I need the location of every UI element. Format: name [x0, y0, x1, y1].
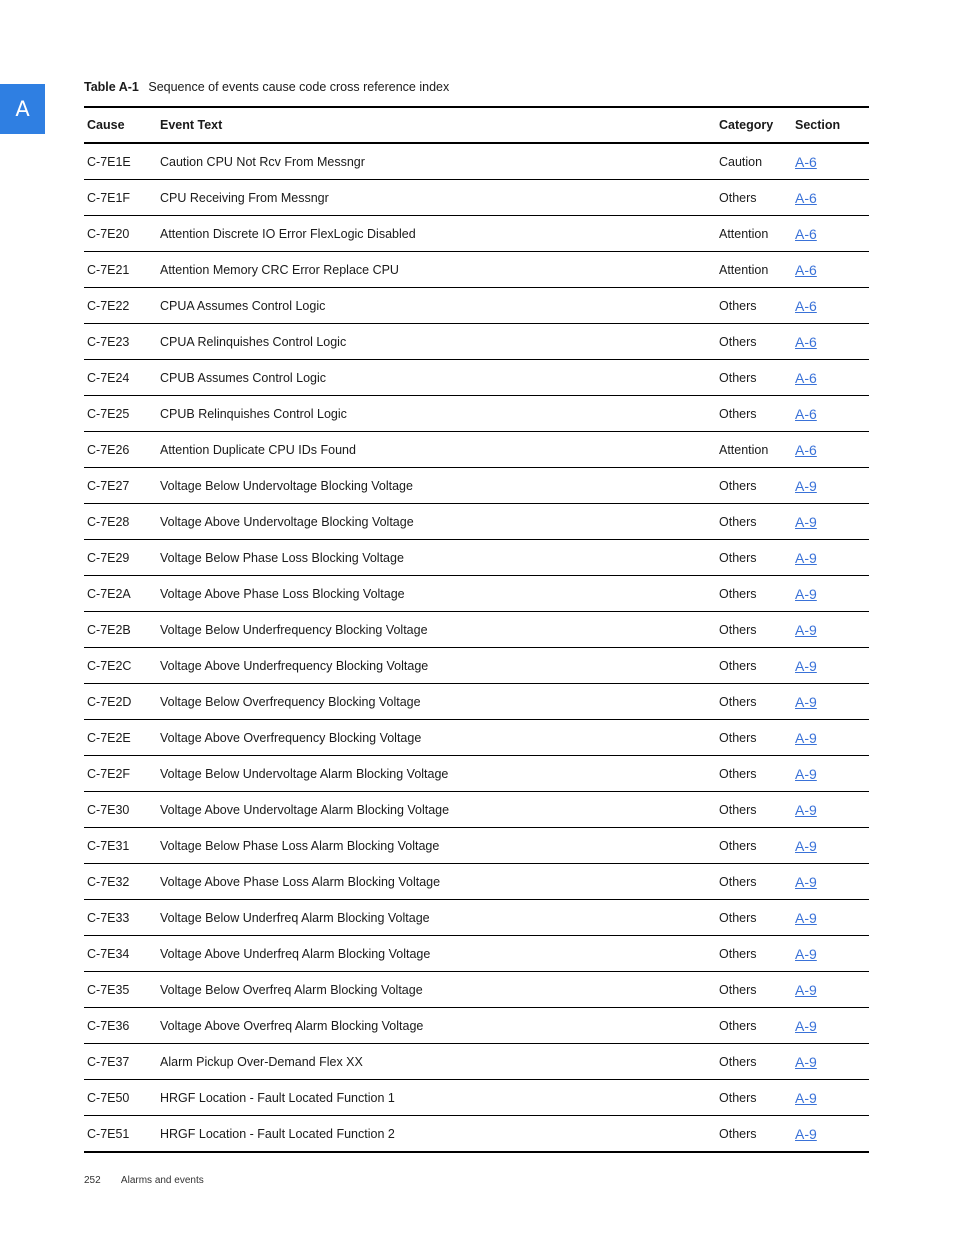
cell-category: Others: [719, 1018, 757, 1033]
table-row: [84, 576, 869, 612]
cell-category: Others: [719, 730, 757, 745]
table-row: [84, 648, 869, 684]
cell-cause: C-7E34: [87, 946, 130, 961]
table-row: [84, 540, 869, 576]
header-section: Section: [795, 118, 841, 132]
section-link[interactable]: A-9: [795, 1125, 817, 1142]
cell-section: [795, 406, 869, 422]
cell-section: [795, 802, 869, 818]
cell-event-text: Voltage Above Undervoltage Alarm Blocking Voltage: [160, 802, 450, 817]
cell-cause: C-7E23: [87, 334, 130, 349]
cell-section: [795, 478, 869, 494]
table-row: [84, 756, 869, 792]
cell-event-text: CPUB Assumes Control Logic: [160, 370, 327, 385]
cell-category: Others: [719, 1090, 757, 1105]
cell-section: [795, 262, 869, 278]
section-link[interactable]: A-6: [795, 369, 817, 386]
cell-category: Others: [719, 1126, 757, 1141]
cell-event-text: Attention Duplicate CPU IDs Found: [160, 442, 356, 457]
cell-event-text: CPUA Assumes Control Logic: [160, 298, 326, 313]
cell-category: Others: [719, 622, 757, 637]
cell-event-text: Voltage Above Phase Loss Alarm Blocking Voltage: [160, 874, 441, 889]
header-cause: Cause: [87, 118, 125, 132]
table-row: [84, 864, 869, 900]
cell-event-text: Voltage Above Phase Loss Blocking Voltage: [160, 586, 405, 601]
section-link[interactable]: A-6: [795, 261, 817, 278]
table-row: [84, 468, 869, 504]
section-link[interactable]: A-6: [795, 189, 817, 206]
cell-section: [795, 334, 869, 350]
cell-event-text: Voltage Above Undervoltage Blocking Voltage: [160, 514, 414, 529]
cell-section: [795, 1054, 869, 1070]
cell-category: Others: [719, 874, 757, 889]
cell-event-text: Caution CPU Not Rcv From Messngr: [160, 154, 365, 169]
cell-event-text: Voltage Above Overfreq Alarm Blocking Voltage: [160, 1018, 424, 1033]
table-row: [84, 396, 869, 432]
cell-cause: C-7E30: [87, 802, 130, 817]
cell-cause: C-7E2C: [87, 658, 132, 673]
cell-cause: C-7E33: [87, 910, 130, 925]
cell-cause: C-7E22: [87, 298, 130, 313]
section-link[interactable]: A-9: [795, 1017, 817, 1034]
cell-event-text: HRGF Location - Fault Located Function 2: [160, 1126, 395, 1141]
section-link[interactable]: A-9: [795, 1053, 817, 1070]
section-link[interactable]: A-9: [795, 585, 817, 602]
cell-section: [795, 586, 869, 602]
cell-cause: C-7E51: [87, 1126, 130, 1141]
section-link[interactable]: A-9: [795, 837, 817, 854]
cell-category: Others: [719, 514, 757, 529]
cell-category: Others: [719, 190, 757, 205]
cell-cause: C-7E2D: [87, 694, 132, 709]
section-link[interactable]: A-9: [795, 1089, 817, 1106]
section-link[interactable]: A-9: [795, 729, 817, 746]
cell-section: [795, 982, 869, 998]
cell-section: [795, 226, 869, 242]
cell-event-text: Attention Discrete IO Error FlexLogic Disabled: [160, 226, 416, 241]
cell-category: Others: [719, 406, 757, 421]
cell-section: [795, 298, 869, 314]
cause-code-table: [84, 106, 869, 1153]
cell-category: Others: [719, 982, 757, 997]
cell-event-text: Voltage Above Overfrequency Blocking Voltage: [160, 730, 422, 745]
cell-cause: C-7E37: [87, 1054, 130, 1069]
cell-event-text: Voltage Above Underfreq Alarm Blocking Voltage: [160, 946, 431, 961]
cell-event-text: Voltage Below Underfreq Alarm Blocking Voltage: [160, 910, 430, 925]
cell-category: Others: [719, 658, 757, 673]
cell-cause: C-7E2E: [87, 730, 131, 745]
section-link[interactable]: A-9: [795, 801, 817, 818]
table-row: [84, 972, 869, 1008]
appendix-tab: A: [0, 84, 45, 134]
cell-section: [795, 190, 869, 206]
cell-section: [795, 946, 869, 962]
section-link[interactable]: A-9: [795, 873, 817, 890]
cell-category: Others: [719, 550, 757, 565]
cell-section: [795, 694, 869, 710]
table-row: [84, 1116, 869, 1151]
page-footer: [84, 1175, 204, 1186]
cell-category: Caution: [719, 154, 763, 169]
table-row: [84, 828, 869, 864]
table-row: [84, 288, 869, 324]
cell-category: Others: [719, 298, 757, 313]
table-body: [84, 144, 869, 1151]
cell-section: [795, 622, 869, 638]
cell-cause: C-7E28: [87, 514, 130, 529]
section-link[interactable]: A-6: [795, 333, 817, 350]
cell-event-text: Voltage Below Phase Loss Blocking Voltage: [160, 550, 404, 565]
cell-cause: C-7E1F: [87, 190, 131, 205]
cell-category: Attention: [719, 226, 769, 241]
section-link[interactable]: A-9: [795, 981, 817, 998]
cell-section: [795, 658, 869, 674]
table-row: [84, 900, 869, 936]
cell-cause: C-7E27: [87, 478, 130, 493]
footer-section-title: Alarms and events: [120, 1175, 204, 1186]
section-link[interactable]: A-9: [795, 909, 817, 926]
table-row: [84, 1080, 869, 1116]
table-header-row: [84, 108, 869, 144]
cell-section: [795, 154, 869, 170]
cell-category: Others: [719, 766, 757, 781]
cell-event-text: CPUA Relinquishes Control Logic: [160, 334, 347, 349]
table-row: [84, 252, 869, 288]
cell-category: Attention: [719, 442, 769, 457]
cell-cause: C-7E24: [87, 370, 130, 385]
cell-category: Attention: [719, 262, 769, 277]
table-row: [84, 360, 869, 396]
section-link[interactable]: A-9: [795, 513, 817, 530]
cell-cause: C-7E31: [87, 838, 130, 853]
section-link[interactable]: A-6: [795, 153, 817, 170]
table-row: [84, 936, 869, 972]
cell-category: Others: [719, 370, 757, 385]
cell-category: Others: [719, 910, 757, 925]
cell-section: [795, 838, 869, 854]
cell-category: Others: [719, 838, 757, 853]
cell-cause: C-7E50: [87, 1090, 130, 1105]
section-link[interactable]: A-6: [795, 297, 817, 314]
table-row: [84, 180, 869, 216]
cell-event-text: Voltage Below Overfrequency Blocking Voltage: [160, 694, 421, 709]
cell-section: [795, 766, 869, 782]
table-caption-text: Sequence of events cause code cross reference index: [148, 80, 450, 94]
table-row: [84, 792, 869, 828]
section-link[interactable]: A-9: [795, 549, 817, 566]
cell-event-text: Voltage Below Overfreq Alarm Blocking Voltage: [160, 982, 423, 997]
table-row: [84, 216, 869, 252]
cell-category: Others: [719, 1054, 757, 1069]
cell-section: [795, 1126, 869, 1142]
cell-cause: C-7E26: [87, 442, 130, 457]
table-caption-label: Table A-1: [84, 80, 139, 94]
table-row: [84, 1008, 869, 1044]
cell-event-text: Alarm Pickup Over-Demand Flex XX: [160, 1054, 363, 1069]
table-row: [84, 684, 869, 720]
cell-event-text: HRGF Location - Fault Located Function 1: [160, 1090, 395, 1105]
table-row: [84, 324, 869, 360]
cell-event-text: CPU Receiving From Messngr: [160, 190, 329, 205]
cell-event-text: Voltage Below Undervoltage Blocking Voltage: [160, 478, 413, 493]
cell-section: [795, 442, 869, 458]
cell-category: Others: [719, 334, 757, 349]
section-link[interactable]: A-9: [795, 477, 817, 494]
section-link[interactable]: A-9: [795, 657, 817, 674]
cell-cause: C-7E36: [87, 1018, 130, 1033]
cell-section: [795, 1018, 869, 1034]
cell-cause: C-7E32: [87, 874, 130, 889]
cell-cause: C-7E2A: [87, 586, 131, 601]
section-link[interactable]: A-6: [795, 225, 817, 242]
table-row: [84, 144, 869, 180]
cell-cause: C-7E21: [87, 262, 130, 277]
cell-event-text: Voltage Below Phase Loss Alarm Blocking Voltage: [160, 838, 440, 853]
cell-section: [795, 910, 869, 926]
section-link[interactable]: A-9: [795, 621, 817, 638]
cell-section: [795, 1090, 869, 1106]
cell-cause: C-7E2B: [87, 622, 131, 637]
table-caption: [84, 80, 449, 94]
table-row: [84, 720, 869, 756]
cell-section: [795, 514, 869, 530]
cell-section: [795, 874, 869, 890]
cell-event-text: CPUB Relinquishes Control Logic: [160, 406, 347, 421]
cell-event-text: Attention Memory CRC Error Replace CPU: [160, 262, 399, 277]
table-row: [84, 432, 869, 468]
cell-category: Others: [719, 586, 757, 601]
cell-category: Others: [719, 694, 757, 709]
section-link[interactable]: A-6: [795, 441, 817, 458]
cell-cause: C-7E1E: [87, 154, 131, 169]
cell-event-text: Voltage Below Underfrequency Blocking Voltage: [160, 622, 428, 637]
cell-cause: C-7E29: [87, 550, 130, 565]
table-row: [84, 504, 869, 540]
cell-cause: C-7E20: [87, 226, 130, 241]
header-event-text: Event Text: [160, 118, 223, 132]
cell-section: [795, 730, 869, 746]
cell-cause: C-7E2F: [87, 766, 131, 781]
cell-category: Others: [719, 802, 757, 817]
section-link[interactable]: A-9: [795, 693, 817, 710]
section-link[interactable]: A-6: [795, 405, 817, 422]
cell-category: Others: [719, 478, 757, 493]
cell-cause: C-7E25: [87, 406, 130, 421]
section-link[interactable]: A-9: [795, 765, 817, 782]
cell-category: Others: [719, 946, 757, 961]
page-number: 252: [84, 1175, 101, 1186]
section-link[interactable]: A-9: [795, 945, 817, 962]
table-row: [84, 1044, 869, 1080]
header-category: Category: [719, 118, 774, 132]
cell-section: [795, 550, 869, 566]
cell-event-text: Voltage Above Underfrequency Blocking Voltage: [160, 658, 429, 673]
cell-cause: C-7E35: [87, 982, 130, 997]
cell-section: [795, 370, 869, 386]
cell-event-text: Voltage Below Undervoltage Alarm Blocking Voltage: [160, 766, 449, 781]
table-row: [84, 612, 869, 648]
